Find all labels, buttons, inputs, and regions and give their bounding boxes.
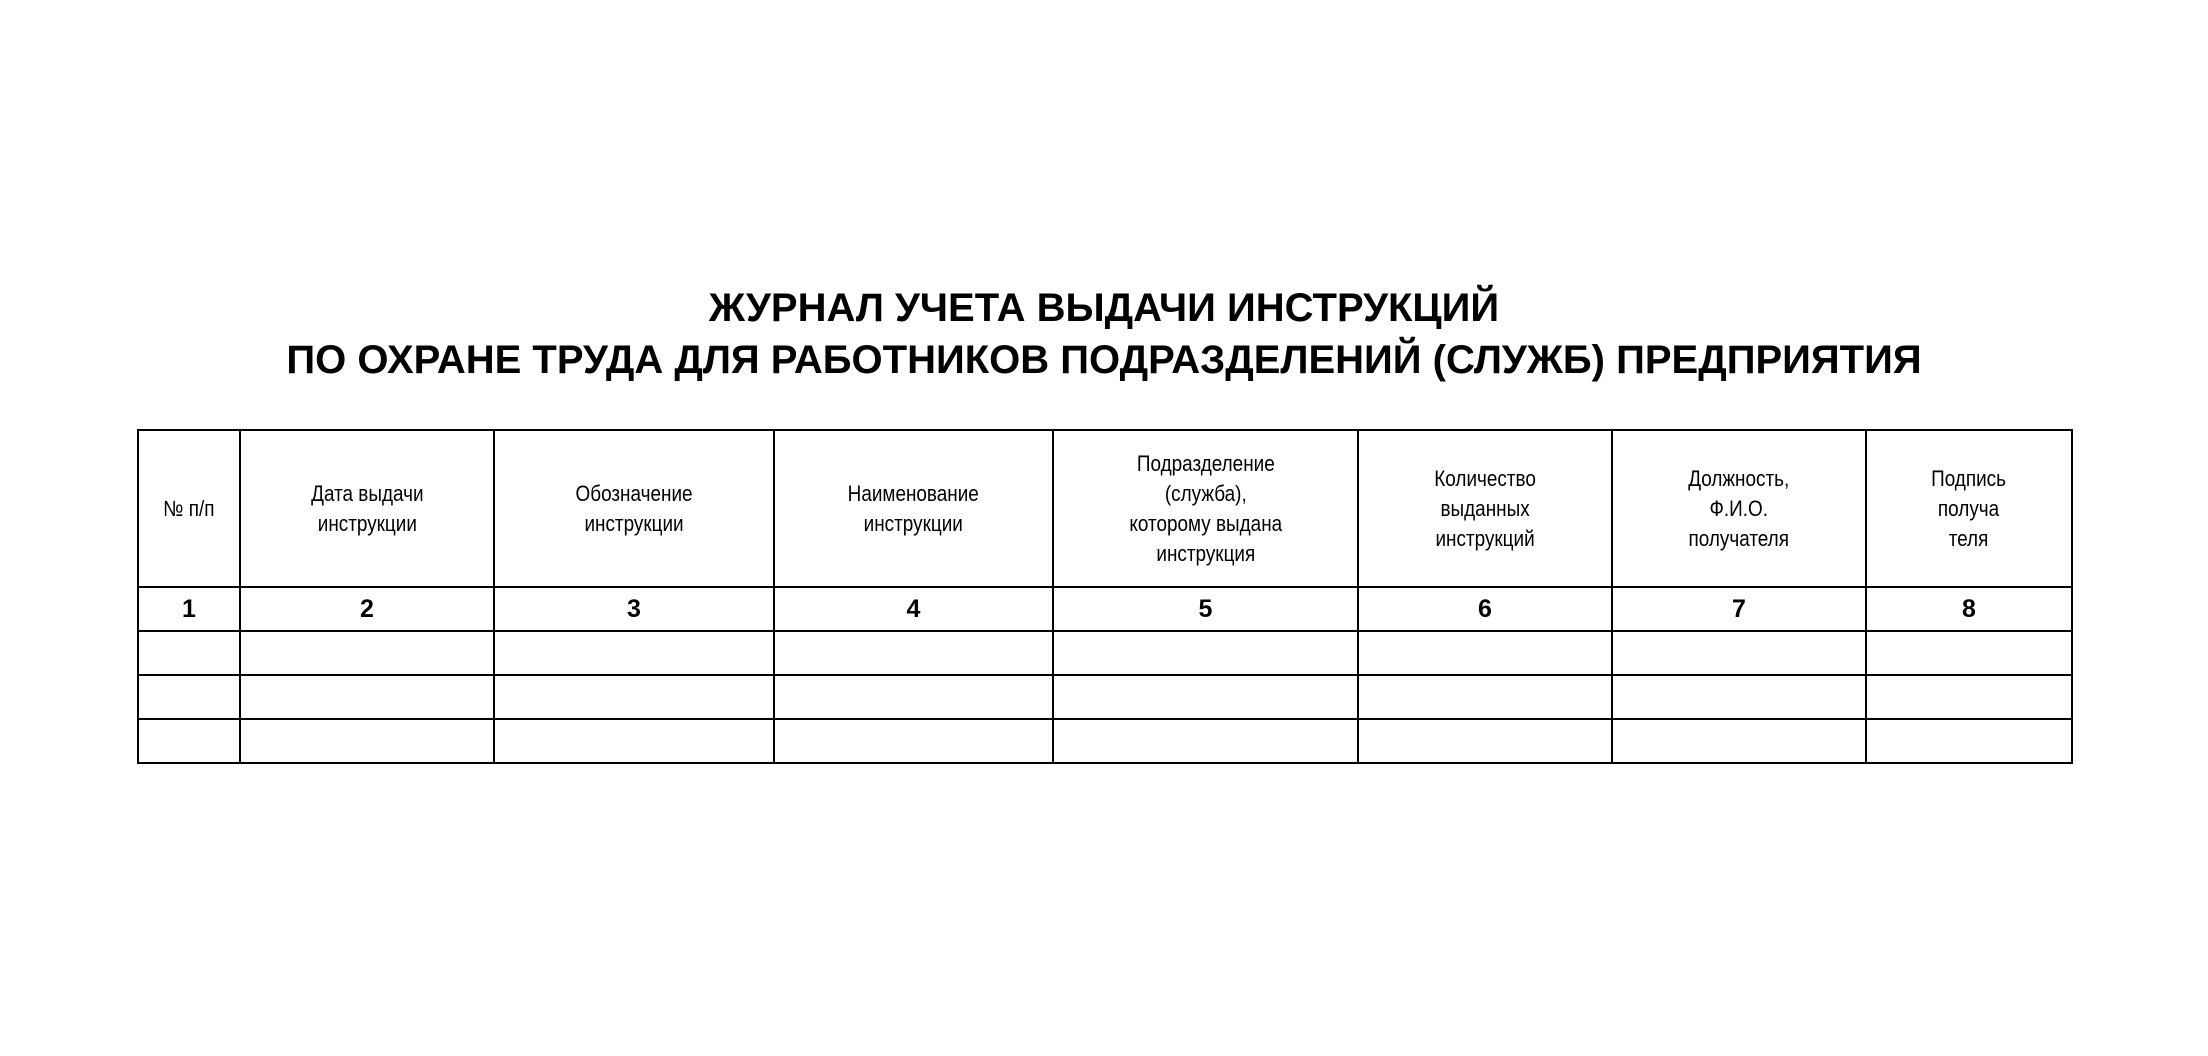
header-label: Дата выдачи инструкции [310, 480, 424, 536]
table-row [138, 675, 2072, 719]
table-cell [1053, 631, 1358, 675]
column-number: 5 [1053, 587, 1358, 631]
column-number: 6 [1358, 587, 1612, 631]
table-cell [494, 631, 774, 675]
header-cell-number [138, 430, 240, 587]
header-label: Подпись получа теля [1931, 465, 2007, 551]
table-row [138, 719, 2072, 763]
header-label: Обозначение инструкции [575, 480, 693, 536]
header-label: Наименование инструкции [847, 480, 980, 536]
header-cell-designation [494, 430, 774, 587]
header-row [138, 430, 2072, 587]
title-line-1: ЖУРНАЛ УЧЕТА ВЫДАЧИ ИНСТРУКЦИЙ [708, 286, 1500, 330]
column-number: 4 [774, 587, 1053, 631]
column-number: 1 [138, 587, 240, 631]
column-number: 3 [494, 587, 774, 631]
header-label: Подразделение (служба), которому выдана инструкция [1129, 450, 1282, 566]
column-number: 8 [1866, 587, 2072, 631]
table-cell [240, 675, 494, 719]
table-cell [774, 675, 1053, 719]
column-number: 2 [240, 587, 494, 631]
table-row [138, 631, 2072, 675]
table-cell [1358, 719, 1612, 763]
table-cell [138, 675, 240, 719]
table-cell [774, 631, 1053, 675]
document-title [0, 282, 2208, 386]
table-cell [1866, 631, 2072, 675]
table-cell [1053, 675, 1358, 719]
table-cell [1612, 675, 1866, 719]
table-cell [240, 631, 494, 675]
table-cell [1053, 719, 1358, 763]
table-cell [138, 631, 240, 675]
header-label: Должность, Ф.И.О. получателя [1688, 465, 1790, 551]
table-cell [138, 719, 240, 763]
table-cell [1866, 719, 2072, 763]
header-cell-recipient [1612, 430, 1866, 587]
header-cell-signature [1866, 430, 2072, 587]
header-cell-issue-date [240, 430, 494, 587]
table-cell [1358, 675, 1612, 719]
table-cell [1612, 631, 1866, 675]
table-cell [1866, 675, 2072, 719]
title-line-2: ПО ОХРАНЕ ТРУДА ДЛЯ РАБОТНИКОВ ПОДРАЗДЕЛЕНИЙ (СЛУЖБ) ПРЕДПРИЯТИЯ [286, 338, 1922, 382]
table-cell [240, 719, 494, 763]
header-cell-quantity [1358, 430, 1612, 587]
table-cell [494, 675, 774, 719]
journal-table [137, 429, 2073, 764]
table-cell [494, 719, 774, 763]
column-number: 7 [1612, 587, 1866, 631]
column-number-row [138, 587, 2072, 631]
table-cell [774, 719, 1053, 763]
header-label: Количество выданных инструкций [1434, 465, 1536, 551]
header-cell-department [1053, 430, 1358, 587]
table-cell [1612, 719, 1866, 763]
table-cell [1358, 631, 1612, 675]
header-label: № п/п [163, 495, 215, 521]
header-cell-name [774, 430, 1053, 587]
